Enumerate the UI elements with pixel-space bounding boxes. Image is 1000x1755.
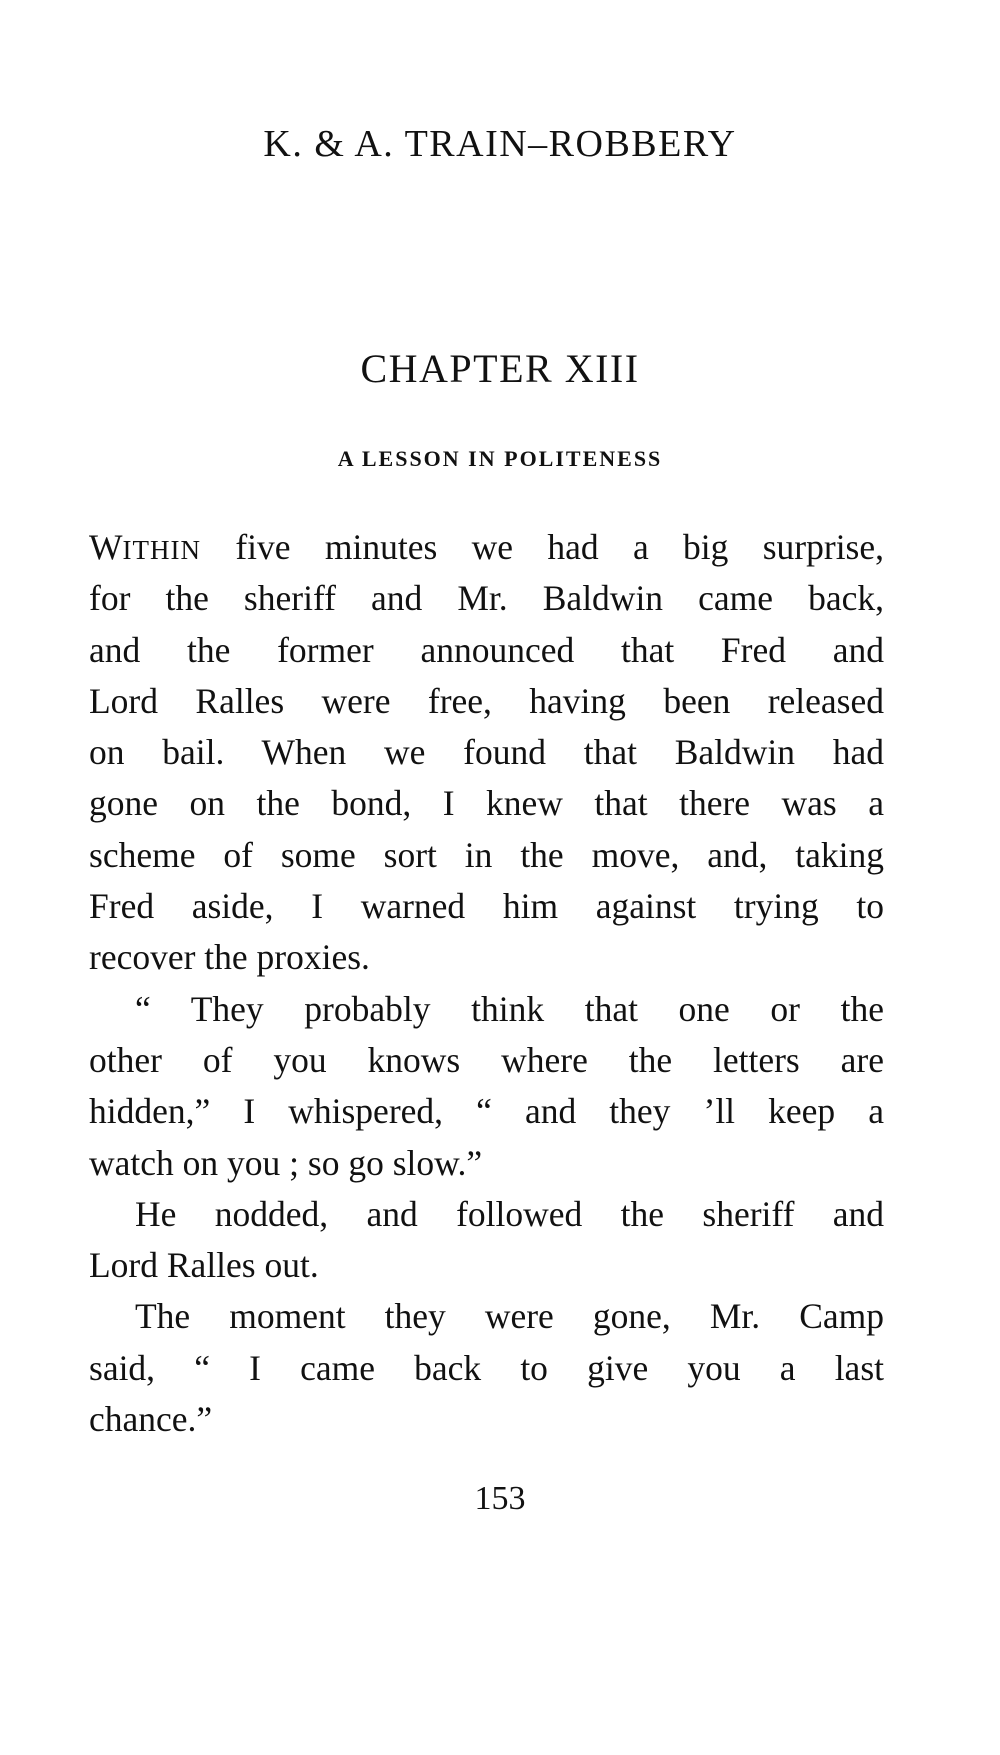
text-line: scheme of some sort in the move, and, taking xyxy=(89,834,884,875)
text-line: hidden,” I whispered, “ and they ’ll keep a xyxy=(89,1091,884,1132)
page-number: 153 xyxy=(474,1480,526,1517)
chapter-subtitle: A LESSON IN POLITENESS xyxy=(337,446,663,471)
text-line: recover the proxies. xyxy=(89,937,370,978)
text-line: He nodded, and followed the sheriff and xyxy=(135,1193,884,1234)
text-line-content: five minutes we had a big surprise, xyxy=(201,527,884,567)
lead-word-rest: ITHIN xyxy=(122,535,201,565)
text-line xyxy=(89,522,884,573)
text-line: “ They probably think that one or the xyxy=(135,988,884,1029)
running-head: K. & A. TRAIN–ROBBERY xyxy=(263,123,737,165)
lead-word-initial: W xyxy=(89,527,123,567)
text-line: gone on the bond, I knew that there was a xyxy=(89,783,884,824)
text-line: on bail. When we found that Baldwin had xyxy=(89,732,884,773)
body-text xyxy=(89,522,884,1445)
text-line: for the sheriff and Mr. Baldwin came back, xyxy=(89,578,884,619)
text-line: Lord Ralles out. xyxy=(89,1245,319,1286)
text-line: and the former announced that Fred and xyxy=(89,629,884,670)
text-line: Lord Ralles were free, having been released xyxy=(89,680,884,721)
chapter-title: CHAPTER XIII xyxy=(360,346,640,391)
text-line: Fred aside, I warned him against trying to xyxy=(89,886,884,927)
text-line: The moment they were gone, Mr. Camp xyxy=(135,1296,884,1337)
text-line: chance.” xyxy=(89,1399,213,1440)
text-line: watch on you ; so go slow.” xyxy=(89,1142,483,1183)
text-line: said, “ I came back to give you a last xyxy=(89,1347,884,1388)
text-line: other of you knows where the letters are xyxy=(89,1039,884,1080)
